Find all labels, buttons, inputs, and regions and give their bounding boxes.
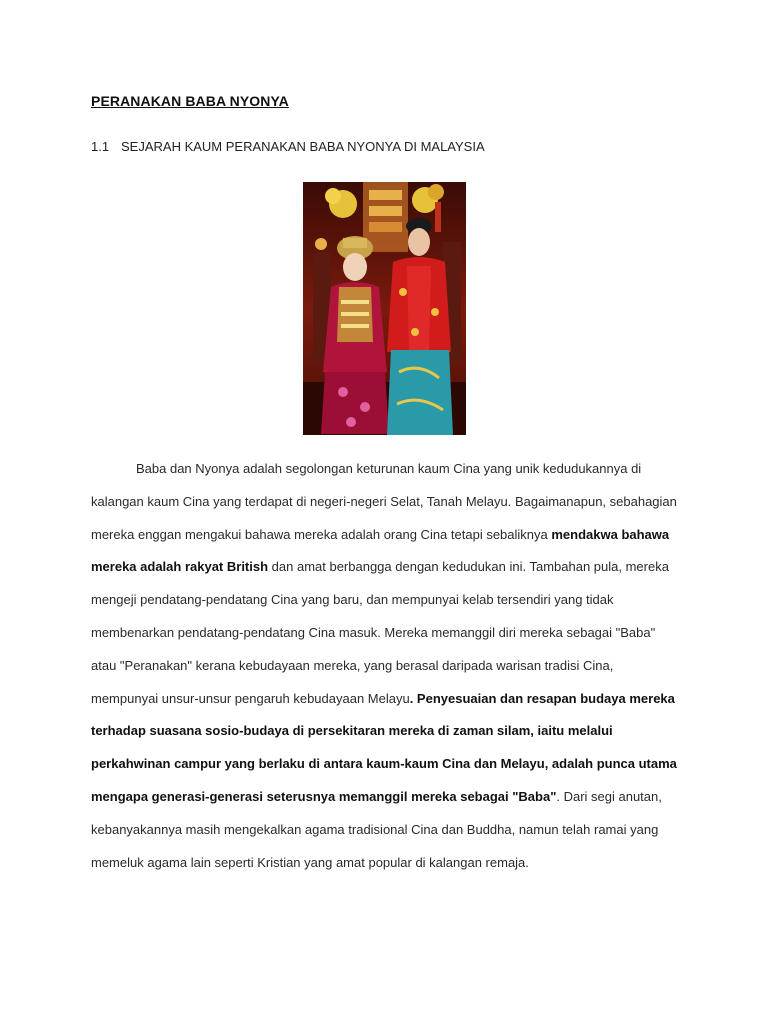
paragraph-run: dan amat berbangga dengan kedudukan ini. Tambahan pula, mereka mengeji pendatang-pendatang Cina yang baru, dan mempunyai kelab tersendiri yang tidak membenarkan pendatang-pendatang Cina masuk. Mereka memanggil diri mereka sebagai "Baba" atau "Peranakan" kerana kebudayaan mereka, yang berasal daripada warisan tradisi Cina, mempunyai unsur-unsur pengaruh kebudayaan Melayu: [91, 559, 669, 706]
paragraph-run-bold: . Penyesuaian dan resapan budaya mereka terhadap suasana sosio-budaya di persekitaran mereka di zaman silam, iaitu melalui perkahwinan campur yang berlaku di antara kaum-kaum Cina dan Melayu, adalah punca utama mengapa generasi-generasi seterusnya memanggil mereka sebagai "Baba": [91, 690, 677, 804]
wedding-couple-photo: [303, 182, 466, 435]
section-title: SEJARAH KAUM PERANAKAN BABA NYONYA DI MALAYSIA: [121, 139, 485, 154]
section-heading: [91, 139, 485, 154]
paragraph-run-bold: mendakwa bahawa mereka adalah rakyat British: [91, 526, 670, 575]
document-title: PERANAKAN BABA NYONYA: [91, 93, 289, 109]
body-paragraph: [91, 453, 681, 879]
paragraph-run: Baba dan Nyonya adalah segolongan keturunan kaum Cina yang unik kedudukannya di kalangan kaum Cina yang terdapat di negeri-negeri Selat, Tanah Melayu. Bagaimanapun, sebahagian mereka enggan mengakui bahawa mereka adalah orang Cina tetapi sebaliknya: [91, 461, 677, 542]
paragraph-run: . Dari segi anutan, kebanyakannya masih mengekalkan agama tradisional Cina dan Buddha, namun telah ramai yang memeluk agama lain seperti Kristian yang amat popular di kalangan remaja.: [91, 788, 662, 870]
section-number: 1.1: [91, 139, 110, 154]
